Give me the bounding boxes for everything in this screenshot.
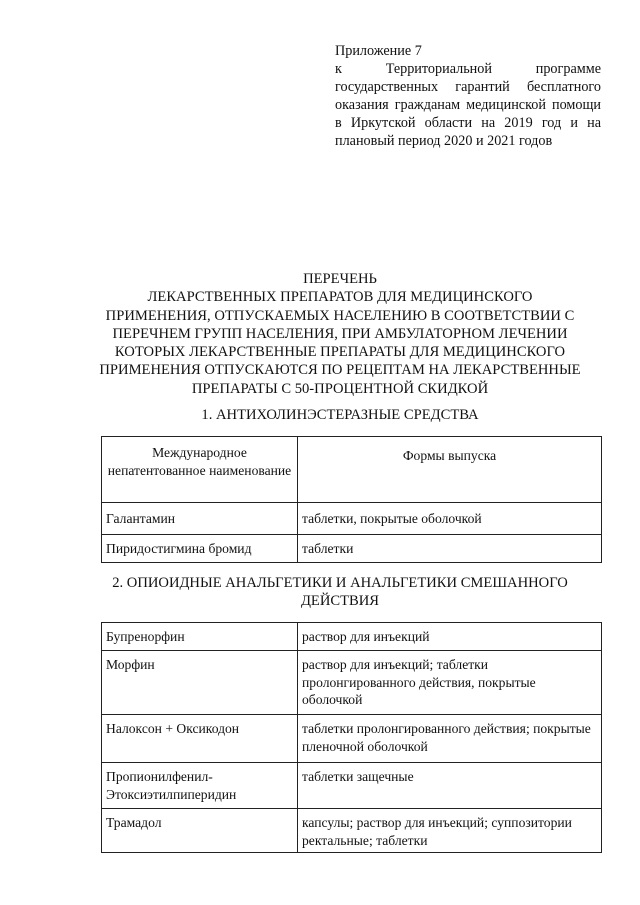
column-header-name: Международное непатентованное наименование	[102, 437, 298, 503]
document-heading	[80, 270, 600, 398]
section-1-table	[101, 436, 602, 563]
drug-form: раствор для инъекций; таблетки пролонгированного действия, покрытые оболочкой	[298, 651, 602, 715]
drug-form: таблетки защечные	[298, 763, 602, 809]
section-1-title: 1. АНТИХОЛИНЭСТЕРАЗНЫЕ СРЕДСТВА	[201, 407, 479, 423]
table-row	[102, 623, 602, 651]
drug-form: раствор для инъекций	[298, 623, 602, 651]
appendix-block	[335, 42, 601, 150]
drug-name: Налоксон + Оксикодон	[102, 715, 298, 763]
appendix-title: Приложение 7	[335, 43, 422, 59]
drug-name: Пиридостигмина бромид	[102, 535, 298, 563]
drug-form: таблетки пролонгированного действия; покрытые пленочной оболочкой	[298, 715, 602, 763]
section-2-table	[101, 622, 602, 853]
drug-name: Бупренорфин	[102, 623, 298, 651]
heading-line: ЛЕКАРСТВЕННЫХ ПРЕПАРАТОВ ДЛЯ МЕДИЦИНСКОГО	[147, 289, 533, 306]
heading-line: ПРИМЕНЕНИЯ, ОТПУСКАЕМЫХ НАСЕЛЕНИЮ В СООТВЕТСТВИИ С	[105, 307, 575, 324]
drug-name: Галантамин	[102, 503, 298, 535]
drug-form: таблетки	[298, 535, 602, 563]
heading-line: ПЕРЕЧНЕМ ГРУПП НАСЕЛЕНИЯ, ПРИ АМБУЛАТОРНОМ ЛЕЧЕНИИ	[112, 325, 568, 342]
drug-form: таблетки, покрытые оболочкой	[298, 503, 602, 535]
table-row	[102, 651, 602, 715]
drug-name: Пропионилфенил-Этоксиэтилпиперидин	[102, 763, 298, 809]
table-row	[102, 809, 602, 853]
drug-form: капсулы; раствор для инъекций; суппозитории ректальные; таблетки	[298, 809, 602, 853]
heading-line: КОТОРЫХ ЛЕКАРСТВЕННЫЕ ПРЕПАРАТЫ ДЛЯ МЕДИЦИНСКОГО	[114, 344, 566, 361]
section-2-title-line: ДЕЙСТВИЯ	[300, 593, 380, 609]
heading-line: ПРЕПАРАТЫ С 50-ПРОЦЕНТНОЙ СКИДКОЙ	[191, 380, 489, 397]
table-row	[102, 763, 602, 809]
section-2-title-line: 2. ОПИОИДНЫЕ АНАЛЬГЕТИКИ И АНАЛЬГЕТИКИ СМЕШАННОГО	[112, 575, 568, 591]
appendix-text: к Территориальной программе государственных гарантий бесплатного оказания гражданам медицинской помощи в Иркутской области на 2019 год и на плановый период 2020 и 2021 годов	[335, 61, 601, 149]
table-header-row	[102, 437, 602, 503]
table-row	[102, 715, 602, 763]
heading-line: ПЕРЕЧЕНЬ	[303, 271, 377, 287]
drug-name: Морфин	[102, 651, 298, 715]
table-row	[102, 535, 602, 563]
column-header-form: Формы выпуска	[298, 437, 602, 503]
table-row	[102, 503, 602, 535]
heading-line: ПРИМЕНЕНИЯ ОТПУСКАЮТСЯ ПО РЕЦЕПТАМ НА ЛЕКАРСТВЕННЫЕ	[99, 362, 581, 379]
drug-name: Трамадол	[102, 809, 298, 853]
section-2-title	[80, 574, 600, 610]
